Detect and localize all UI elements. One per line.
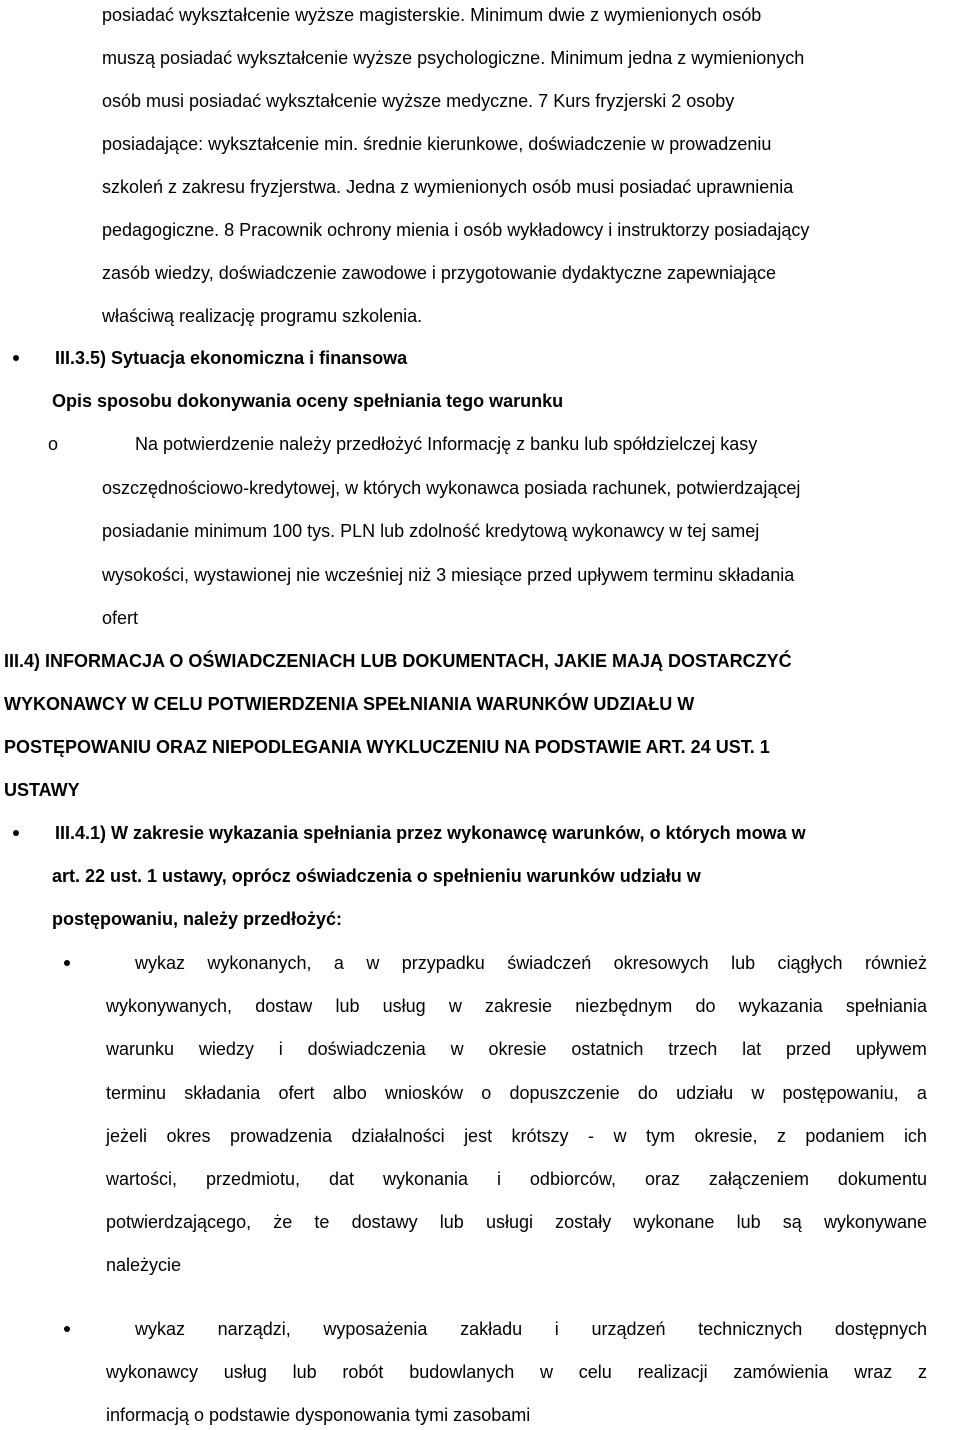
list-item-line: wysokości, wystawionej nie wcześniej niż 3 miesiące przed upływem terminu składania: [102, 565, 795, 585]
paragraph-line: posiadać wykształcenie wyższe magisterskie. Minimum dwie z wymienionych osób: [102, 5, 762, 25]
list-item-line: warunku wiedzy i doświadczenia w okresie ostatnich trzech lat przed upływem: [106, 1039, 927, 1059]
list-item-line: posiadanie minimum 100 tys. PLN lub zdolność kredytową wykonawcy w tej samej: [102, 521, 760, 541]
list-item-line: informacją o podstawie dysponowania tymi zasobami: [106, 1405, 531, 1425]
section-heading: III.3.5) Sytuacja ekonomiczna i finansowa: [55, 348, 408, 368]
paragraph-line: pedagogiczne. 8 Pracownik ochrony mienia i osób wykładowcy i instruktorzy posiadający: [102, 220, 810, 240]
section-subheading: Opis sposobu dokonywania oceny spełniania tego warunku: [52, 391, 564, 411]
paragraph-line: szkoleń z zakresu fryzjerstwa. Jedna z wymienionych osób musi posiadać uprawnienia: [102, 177, 794, 197]
bullet-icon: [13, 355, 19, 361]
list-item-line: terminu składania ofert albo wniosków o dopuszczenie do udziału w postępowaniu, a: [106, 1083, 927, 1103]
paragraph-line: osób musi posiadać wykształcenie wyższe medyczne. 7 Kurs fryzjerski 2 osoby: [102, 91, 735, 111]
list-item-line: potwierdzającego, że te dostawy lub usługi zostały wykonane lub są wykonywane: [106, 1212, 927, 1232]
section-heading-line: POSTĘPOWANIU ORAZ NIEPODLEGANIA WYKLUCZENIU NA PODSTAWIE ART. 24 UST. 1: [4, 737, 770, 757]
paragraph-line: muszą posiadać wykształcenie wyższe psychologiczne. Minimum jedna z wymienionych: [102, 48, 805, 68]
bullet-icon: [64, 1326, 70, 1332]
list-item-line: należycie: [106, 1255, 182, 1275]
list-item-line: oszczędnościowo-kredytowej, w których wykonawca posiada rachunek, potwierdzającej: [102, 478, 801, 498]
circle-bullet-icon: o: [48, 434, 59, 454]
bullet-icon: [13, 830, 19, 836]
subsection-heading-line: III.4.1) W zakresie wykazania spełniania przez wykonawcę warunków, o których mowa w: [55, 823, 806, 843]
bullet-icon: [64, 960, 70, 966]
list-item-line: jeżeli okres prowadzenia działalności jest krótszy - w tym okresie, z podaniem ich: [106, 1126, 927, 1146]
subsection-heading-line: postępowaniu, należy przedłożyć:: [52, 909, 343, 929]
list-item-line: ofert: [102, 608, 139, 628]
section-heading-line: WYKONAWCY W CELU POTWIERDZENIA SPEŁNIANIA WARUNKÓW UDZIAŁU W: [4, 694, 695, 714]
section-heading-line: USTAWY: [4, 780, 80, 800]
list-item-line: wykaz narządzi, wyposażenia zakładu i urządzeń technicznych dostępnych: [135, 1319, 927, 1339]
list-item-line: Na potwierdzenie należy przedłożyć Informację z banku lub spółdzielczej kasy: [135, 434, 758, 454]
paragraph-line: posiadające: wykształcenie min. średnie kierunkowe, doświadczenie w prowadzeniu: [102, 134, 772, 154]
subsection-heading-line: art. 22 ust. 1 ustawy, oprócz oświadczenia o spełnieniu warunków udziału w: [52, 866, 701, 886]
list-item-line: wykonywanych, dostaw lub usług w zakresie niezbędnym do wykazania spełniania: [106, 996, 927, 1016]
section-heading-line: III.4) INFORMACJA O OŚWIADCZENIACH LUB DOKUMENTACH, JAKIE MAJĄ DOSTARCZYĆ: [4, 651, 792, 671]
list-item-line: wykonawcy usług lub robót budowlanych w celu realizacji zamówienia wraz z: [106, 1362, 927, 1382]
list-item-line: wykaz wykonanych, a w przypadku świadczeń okresowych lub ciągłych również: [135, 953, 927, 973]
paragraph-line: właściwą realizację programu szkolenia.: [102, 306, 423, 326]
list-item-line: wartości, przedmiotu, dat wykonania i odbiorców, oraz załączeniem dokumentu: [106, 1169, 927, 1189]
paragraph-line: zasób wiedzy, doświadczenie zawodowe i przygotowanie dydaktyczne zapewniające: [102, 263, 777, 283]
